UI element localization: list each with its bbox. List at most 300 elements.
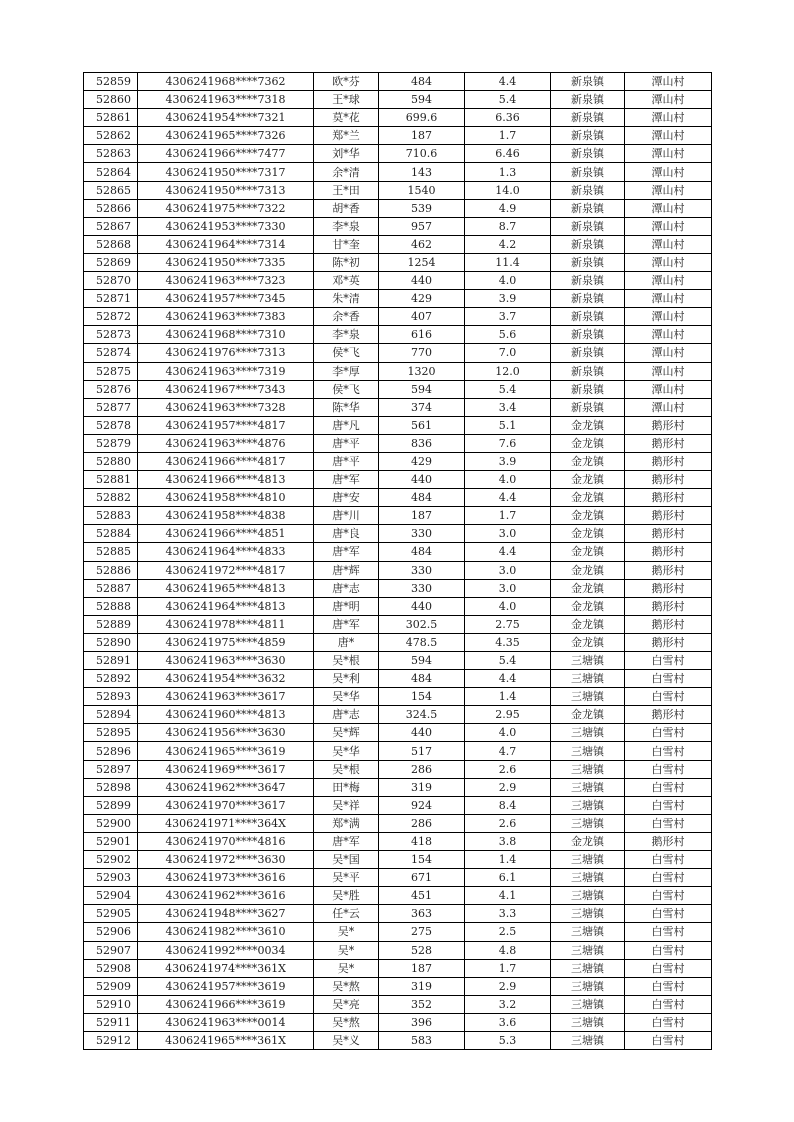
cell-amount: 440 xyxy=(379,724,465,742)
cell-amount: 407 xyxy=(379,308,465,326)
cell-village: 鹅形村 xyxy=(625,507,712,525)
cell-row-number: 52880 xyxy=(84,452,138,470)
cell-name: 唐* xyxy=(314,633,379,651)
table-row xyxy=(84,706,712,724)
cell-id-number: 4306241966****7477 xyxy=(138,145,314,163)
cell-name: 唐*川 xyxy=(314,507,379,525)
cell-name: 吴* xyxy=(314,941,379,959)
cell-village: 白雪村 xyxy=(625,670,712,688)
cell-town: 新泉镇 xyxy=(551,398,625,416)
cell-id-number: 4306241969****3617 xyxy=(138,760,314,778)
cell-id-number: 4306241964****4813 xyxy=(138,597,314,615)
cell-amount: 440 xyxy=(379,597,465,615)
cell-town: 三塘镇 xyxy=(551,869,625,887)
cell-village: 白雪村 xyxy=(625,760,712,778)
cell-village: 白雪村 xyxy=(625,923,712,941)
cell-id-number: 4306241963****7319 xyxy=(138,362,314,380)
cell-village: 潭山村 xyxy=(625,199,712,217)
cell-row-number: 52893 xyxy=(84,688,138,706)
table-row xyxy=(84,199,712,217)
cell-quantity: 2.9 xyxy=(465,977,551,995)
cell-quantity: 11.4 xyxy=(465,253,551,271)
cell-name: 唐*明 xyxy=(314,597,379,615)
cell-quantity: 1.3 xyxy=(465,163,551,181)
table-row xyxy=(84,398,712,416)
cell-amount: 330 xyxy=(379,561,465,579)
cell-id-number: 4306241963****0014 xyxy=(138,1013,314,1031)
cell-quantity: 5.4 xyxy=(465,91,551,109)
cell-row-number: 52866 xyxy=(84,199,138,217)
cell-amount: 330 xyxy=(379,579,465,597)
table-row xyxy=(84,742,712,760)
cell-quantity: 3.2 xyxy=(465,995,551,1013)
cell-id-number: 4306241965****361X xyxy=(138,1031,314,1049)
cell-quantity: 5.4 xyxy=(465,380,551,398)
cell-amount: 1320 xyxy=(379,362,465,380)
cell-amount: 484 xyxy=(379,489,465,507)
table-row xyxy=(84,91,712,109)
cell-amount: 324.5 xyxy=(379,706,465,724)
cell-amount: 478.5 xyxy=(379,633,465,651)
cell-quantity: 2.6 xyxy=(465,760,551,778)
cell-town: 新泉镇 xyxy=(551,253,625,271)
cell-amount: 484 xyxy=(379,543,465,561)
cell-row-number: 52894 xyxy=(84,706,138,724)
cell-amount: 429 xyxy=(379,290,465,308)
cell-row-number: 52883 xyxy=(84,507,138,525)
cell-amount: 484 xyxy=(379,73,465,91)
cell-town: 金龙镇 xyxy=(551,471,625,489)
cell-town: 新泉镇 xyxy=(551,145,625,163)
cell-amount: 594 xyxy=(379,652,465,670)
table-row xyxy=(84,851,712,869)
cell-amount: 330 xyxy=(379,525,465,543)
cell-id-number: 4306241973****3616 xyxy=(138,869,314,887)
cell-village: 白雪村 xyxy=(625,887,712,905)
table-row xyxy=(84,887,712,905)
cell-amount: 699.6 xyxy=(379,109,465,127)
cell-village: 鹅形村 xyxy=(625,525,712,543)
cell-village: 潭山村 xyxy=(625,326,712,344)
cell-id-number: 4306241962****3616 xyxy=(138,887,314,905)
cell-village: 白雪村 xyxy=(625,652,712,670)
cell-row-number: 52891 xyxy=(84,652,138,670)
table-row xyxy=(84,959,712,977)
cell-name: 吴*华 xyxy=(314,688,379,706)
cell-town: 金龙镇 xyxy=(551,507,625,525)
cell-quantity: 1.7 xyxy=(465,127,551,145)
cell-town: 新泉镇 xyxy=(551,344,625,362)
cell-quantity: 8.7 xyxy=(465,217,551,235)
cell-amount: 275 xyxy=(379,923,465,941)
table-row xyxy=(84,344,712,362)
cell-id-number: 4306241948****3627 xyxy=(138,905,314,923)
cell-quantity: 4.0 xyxy=(465,272,551,290)
cell-row-number: 52886 xyxy=(84,561,138,579)
cell-village: 潭山村 xyxy=(625,109,712,127)
cell-id-number: 4306241963****3617 xyxy=(138,688,314,706)
cell-quantity: 2.75 xyxy=(465,615,551,633)
table-row xyxy=(84,163,712,181)
cell-village: 鹅形村 xyxy=(625,416,712,434)
table-row xyxy=(84,73,712,91)
cell-row-number: 52860 xyxy=(84,91,138,109)
table-row xyxy=(84,525,712,543)
cell-name: 莫*花 xyxy=(314,109,379,127)
table-row xyxy=(84,941,712,959)
cell-row-number: 52877 xyxy=(84,398,138,416)
cell-quantity: 12.0 xyxy=(465,362,551,380)
cell-amount: 363 xyxy=(379,905,465,923)
cell-id-number: 4306241964****4833 xyxy=(138,543,314,561)
table-row xyxy=(84,272,712,290)
cell-amount: 319 xyxy=(379,778,465,796)
cell-id-number: 4306241965****3619 xyxy=(138,742,314,760)
cell-village: 潭山村 xyxy=(625,235,712,253)
cell-name: 唐*凡 xyxy=(314,416,379,434)
cell-id-number: 4306241957****3619 xyxy=(138,977,314,995)
table-row xyxy=(84,724,712,742)
cell-id-number: 4306241972****4817 xyxy=(138,561,314,579)
table-row xyxy=(84,235,712,253)
cell-amount: 1254 xyxy=(379,253,465,271)
cell-village: 鹅形村 xyxy=(625,471,712,489)
cell-row-number: 52879 xyxy=(84,434,138,452)
cell-row-number: 52904 xyxy=(84,887,138,905)
table-row xyxy=(84,995,712,1013)
cell-amount: 187 xyxy=(379,959,465,977)
cell-row-number: 52908 xyxy=(84,959,138,977)
cell-name: 吴*平 xyxy=(314,869,379,887)
cell-row-number: 52899 xyxy=(84,796,138,814)
cell-village: 鹅形村 xyxy=(625,597,712,615)
records-table-body xyxy=(84,73,712,1050)
cell-amount: 528 xyxy=(379,941,465,959)
cell-amount: 440 xyxy=(379,471,465,489)
cell-name: 余*清 xyxy=(314,163,379,181)
cell-village: 白雪村 xyxy=(625,724,712,742)
cell-id-number: 4306241967****7343 xyxy=(138,380,314,398)
cell-name: 唐*平 xyxy=(314,434,379,452)
cell-town: 三塘镇 xyxy=(551,851,625,869)
cell-town: 三塘镇 xyxy=(551,652,625,670)
table-row xyxy=(84,615,712,633)
cell-quantity: 6.36 xyxy=(465,109,551,127)
cell-name: 吴*华 xyxy=(314,742,379,760)
cell-quantity: 3.0 xyxy=(465,561,551,579)
cell-town: 三塘镇 xyxy=(551,1013,625,1031)
cell-quantity: 3.9 xyxy=(465,290,551,308)
cell-amount: 770 xyxy=(379,344,465,362)
cell-town: 金龙镇 xyxy=(551,706,625,724)
cell-village: 鹅形村 xyxy=(625,561,712,579)
cell-amount: 440 xyxy=(379,272,465,290)
cell-name: 唐*辉 xyxy=(314,561,379,579)
cell-village: 潭山村 xyxy=(625,253,712,271)
cell-amount: 1540 xyxy=(379,181,465,199)
cell-amount: 302.5 xyxy=(379,615,465,633)
cell-amount: 154 xyxy=(379,688,465,706)
table-row xyxy=(84,796,712,814)
cell-name: 田*梅 xyxy=(314,778,379,796)
cell-village: 潭山村 xyxy=(625,163,712,181)
cell-town: 新泉镇 xyxy=(551,380,625,398)
cell-amount: 374 xyxy=(379,398,465,416)
cell-amount: 594 xyxy=(379,380,465,398)
cell-town: 新泉镇 xyxy=(551,109,625,127)
cell-village: 白雪村 xyxy=(625,1013,712,1031)
cell-quantity: 5.4 xyxy=(465,652,551,670)
cell-row-number: 52881 xyxy=(84,471,138,489)
cell-id-number: 4306241970****4816 xyxy=(138,832,314,850)
cell-town: 新泉镇 xyxy=(551,308,625,326)
cell-name: 侯*飞 xyxy=(314,344,379,362)
cell-name: 吴*祥 xyxy=(314,796,379,814)
cell-row-number: 52895 xyxy=(84,724,138,742)
cell-town: 三塘镇 xyxy=(551,724,625,742)
cell-id-number: 4306241957****4817 xyxy=(138,416,314,434)
cell-amount: 418 xyxy=(379,832,465,850)
cell-town: 三塘镇 xyxy=(551,742,625,760)
cell-village: 潭山村 xyxy=(625,145,712,163)
cell-amount: 396 xyxy=(379,1013,465,1031)
cell-id-number: 4306241958****4838 xyxy=(138,507,314,525)
cell-village: 白雪村 xyxy=(625,959,712,977)
cell-row-number: 52892 xyxy=(84,670,138,688)
cell-id-number: 4306241963****7323 xyxy=(138,272,314,290)
cell-quantity: 3.8 xyxy=(465,832,551,850)
cell-town: 三塘镇 xyxy=(551,760,625,778)
table-row xyxy=(84,778,712,796)
cell-village: 鹅形村 xyxy=(625,832,712,850)
cell-id-number: 4306241971****364X xyxy=(138,814,314,832)
cell-name: 吴*国 xyxy=(314,851,379,869)
cell-name: 李*泉 xyxy=(314,217,379,235)
cell-amount: 352 xyxy=(379,995,465,1013)
cell-id-number: 4306241963****4876 xyxy=(138,434,314,452)
cell-amount: 710.6 xyxy=(379,145,465,163)
table-row xyxy=(84,308,712,326)
cell-name: 任*云 xyxy=(314,905,379,923)
cell-amount: 583 xyxy=(379,1031,465,1049)
cell-town: 三塘镇 xyxy=(551,778,625,796)
cell-row-number: 52872 xyxy=(84,308,138,326)
cell-name: 李*泉 xyxy=(314,326,379,344)
cell-village: 鹅形村 xyxy=(625,452,712,470)
cell-quantity: 4.35 xyxy=(465,633,551,651)
cell-name: 唐*军 xyxy=(314,615,379,633)
cell-amount: 924 xyxy=(379,796,465,814)
cell-row-number: 52902 xyxy=(84,851,138,869)
cell-row-number: 52888 xyxy=(84,597,138,615)
cell-town: 新泉镇 xyxy=(551,163,625,181)
cell-id-number: 4306241953****7330 xyxy=(138,217,314,235)
cell-row-number: 52890 xyxy=(84,633,138,651)
cell-town: 新泉镇 xyxy=(551,326,625,344)
cell-village: 白雪村 xyxy=(625,941,712,959)
cell-town: 金龙镇 xyxy=(551,579,625,597)
cell-village: 白雪村 xyxy=(625,796,712,814)
cell-village: 鹅形村 xyxy=(625,489,712,507)
cell-village: 潭山村 xyxy=(625,380,712,398)
cell-id-number: 4306241950****7313 xyxy=(138,181,314,199)
cell-town: 金龙镇 xyxy=(551,597,625,615)
table-row xyxy=(84,760,712,778)
cell-quantity: 5.3 xyxy=(465,1031,551,1049)
cell-row-number: 52862 xyxy=(84,127,138,145)
cell-village: 白雪村 xyxy=(625,778,712,796)
cell-village: 潭山村 xyxy=(625,217,712,235)
cell-id-number: 4306241963****7318 xyxy=(138,91,314,109)
cell-quantity: 7.0 xyxy=(465,344,551,362)
cell-quantity: 2.6 xyxy=(465,814,551,832)
cell-name: 胡*香 xyxy=(314,199,379,217)
cell-name: 吴*亮 xyxy=(314,995,379,1013)
cell-village: 鹅形村 xyxy=(625,434,712,452)
cell-row-number: 52900 xyxy=(84,814,138,832)
cell-town: 新泉镇 xyxy=(551,73,625,91)
cell-amount: 561 xyxy=(379,416,465,434)
cell-amount: 462 xyxy=(379,235,465,253)
cell-name: 唐*志 xyxy=(314,579,379,597)
cell-name: 王*球 xyxy=(314,91,379,109)
cell-quantity: 4.7 xyxy=(465,742,551,760)
table-row xyxy=(84,326,712,344)
cell-quantity: 3.4 xyxy=(465,398,551,416)
cell-town: 新泉镇 xyxy=(551,362,625,380)
cell-town: 新泉镇 xyxy=(551,199,625,217)
cell-id-number: 4306241954****3632 xyxy=(138,670,314,688)
cell-quantity: 2.9 xyxy=(465,778,551,796)
cell-town: 三塘镇 xyxy=(551,977,625,995)
cell-quantity: 1.4 xyxy=(465,851,551,869)
cell-name: 吴*熬 xyxy=(314,1013,379,1031)
cell-row-number: 52864 xyxy=(84,163,138,181)
cell-town: 三塘镇 xyxy=(551,688,625,706)
table-row xyxy=(84,652,712,670)
cell-id-number: 4306241992****0034 xyxy=(138,941,314,959)
cell-id-number: 4306241963****3630 xyxy=(138,652,314,670)
cell-quantity: 1.7 xyxy=(465,959,551,977)
cell-quantity: 4.2 xyxy=(465,235,551,253)
cell-row-number: 52911 xyxy=(84,1013,138,1031)
cell-town: 新泉镇 xyxy=(551,217,625,235)
table-row xyxy=(84,452,712,470)
table-row xyxy=(84,471,712,489)
cell-name: 朱*清 xyxy=(314,290,379,308)
cell-name: 唐*军 xyxy=(314,543,379,561)
cell-village: 白雪村 xyxy=(625,977,712,995)
cell-town: 新泉镇 xyxy=(551,127,625,145)
cell-quantity: 2.95 xyxy=(465,706,551,724)
cell-row-number: 52865 xyxy=(84,181,138,199)
cell-quantity: 14.0 xyxy=(465,181,551,199)
cell-row-number: 52901 xyxy=(84,832,138,850)
cell-row-number: 52868 xyxy=(84,235,138,253)
cell-quantity: 5.1 xyxy=(465,416,551,434)
cell-row-number: 52910 xyxy=(84,995,138,1013)
cell-quantity: 2.5 xyxy=(465,923,551,941)
table-row xyxy=(84,688,712,706)
cell-id-number: 4306241982****3610 xyxy=(138,923,314,941)
cell-village: 潭山村 xyxy=(625,344,712,362)
cell-town: 金龙镇 xyxy=(551,489,625,507)
cell-town: 三塘镇 xyxy=(551,670,625,688)
cell-name: 侯*飞 xyxy=(314,380,379,398)
cell-row-number: 52871 xyxy=(84,290,138,308)
cell-quantity: 3.9 xyxy=(465,452,551,470)
cell-quantity: 4.0 xyxy=(465,724,551,742)
cell-quantity: 4.8 xyxy=(465,941,551,959)
cell-id-number: 4306241957****7345 xyxy=(138,290,314,308)
table-row xyxy=(84,362,712,380)
cell-row-number: 52859 xyxy=(84,73,138,91)
cell-id-number: 4306241968****7362 xyxy=(138,73,314,91)
cell-town: 新泉镇 xyxy=(551,272,625,290)
cell-village: 鹅形村 xyxy=(625,543,712,561)
table-row xyxy=(84,561,712,579)
cell-quantity: 4.4 xyxy=(465,73,551,91)
cell-village: 潭山村 xyxy=(625,181,712,199)
cell-id-number: 4306241966****3619 xyxy=(138,995,314,1013)
table-row xyxy=(84,217,712,235)
cell-amount: 594 xyxy=(379,91,465,109)
cell-id-number: 4306241978****4811 xyxy=(138,615,314,633)
cell-town: 金龙镇 xyxy=(551,633,625,651)
cell-town: 金龙镇 xyxy=(551,543,625,561)
cell-row-number: 52869 xyxy=(84,253,138,271)
cell-row-number: 52885 xyxy=(84,543,138,561)
cell-village: 潭山村 xyxy=(625,362,712,380)
cell-amount: 484 xyxy=(379,670,465,688)
cell-village: 潭山村 xyxy=(625,308,712,326)
cell-amount: 286 xyxy=(379,814,465,832)
cell-id-number: 4306241966****4813 xyxy=(138,471,314,489)
table-row xyxy=(84,905,712,923)
cell-village: 潭山村 xyxy=(625,127,712,145)
cell-town: 新泉镇 xyxy=(551,181,625,199)
cell-name: 邓*英 xyxy=(314,272,379,290)
cell-village: 白雪村 xyxy=(625,995,712,1013)
cell-name: 唐*志 xyxy=(314,706,379,724)
cell-name: 陈*华 xyxy=(314,398,379,416)
cell-row-number: 52876 xyxy=(84,380,138,398)
cell-quantity: 4.9 xyxy=(465,199,551,217)
cell-row-number: 52867 xyxy=(84,217,138,235)
table-row xyxy=(84,109,712,127)
cell-town: 金龙镇 xyxy=(551,434,625,452)
cell-row-number: 52896 xyxy=(84,742,138,760)
cell-name: 吴* xyxy=(314,959,379,977)
cell-village: 潭山村 xyxy=(625,272,712,290)
cell-id-number: 4306241964****7314 xyxy=(138,235,314,253)
cell-town: 三塘镇 xyxy=(551,887,625,905)
table-row xyxy=(84,145,712,163)
cell-row-number: 52861 xyxy=(84,109,138,127)
table-row xyxy=(84,253,712,271)
cell-id-number: 4306241960****4813 xyxy=(138,706,314,724)
table-row xyxy=(84,832,712,850)
table-row xyxy=(84,489,712,507)
cell-name: 陈*初 xyxy=(314,253,379,271)
cell-row-number: 52905 xyxy=(84,905,138,923)
cell-village: 鹅形村 xyxy=(625,579,712,597)
cell-name: 吴* xyxy=(314,923,379,941)
cell-row-number: 52878 xyxy=(84,416,138,434)
cell-amount: 154 xyxy=(379,851,465,869)
table-row xyxy=(84,579,712,597)
cell-town: 三塘镇 xyxy=(551,959,625,977)
